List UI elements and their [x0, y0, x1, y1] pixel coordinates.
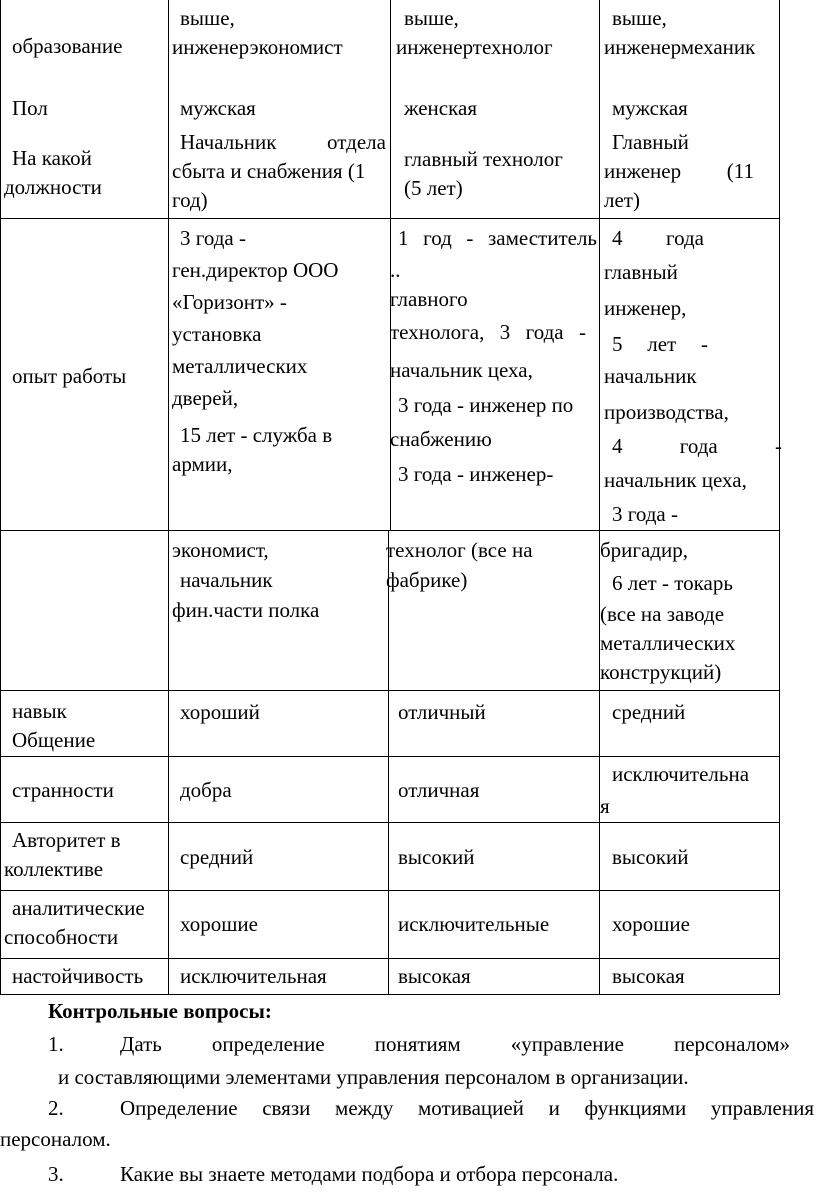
cell-text: 3 года - [612, 502, 678, 526]
cell-text: дверей, [172, 386, 239, 410]
cell-text: выше, [404, 6, 459, 30]
cell-text: металлических [172, 354, 308, 378]
cell-text: Начальник отдела [180, 130, 386, 154]
word: между [335, 1096, 394, 1120]
cell-text: выше, [612, 6, 667, 30]
cell-text: ген.директор ООО [172, 258, 339, 282]
cell-text: 4 года - [612, 434, 782, 458]
cell-text: 3 года - [180, 226, 246, 250]
grid-line [0, 530, 780, 531]
cell-text: 15 лет - служба в [180, 423, 333, 447]
word: связи [262, 1096, 311, 1120]
cell-text: исключительные [398, 912, 550, 936]
row-label-persistence: настойчивость [12, 964, 144, 988]
cell-text: Главный [612, 130, 689, 154]
cell-text: главный технолог [404, 147, 563, 171]
cell-text: фин.части полка [172, 598, 320, 622]
row-label-position: должности [4, 175, 102, 199]
row-label-communication: Общение [12, 728, 96, 752]
cell-text: начальник цеха, [390, 358, 533, 382]
cell-text: высокий [612, 845, 689, 869]
cell-text: средний [612, 700, 686, 724]
cell-text: отличный [398, 700, 486, 724]
cell-text: армии, [172, 452, 233, 476]
cell-text: инженерэкономист [172, 35, 343, 59]
cell-text: высокая [398, 964, 471, 988]
cell-text: металлических [600, 631, 736, 655]
question-line [120, 1094, 814, 1123]
grid-line [0, 218, 780, 219]
grid-line [0, 690, 780, 691]
cell-text: установка [172, 322, 262, 346]
cell-text: экономист, [172, 538, 269, 562]
row-label-education: образование [12, 34, 123, 58]
cell-text: женская [404, 96, 477, 120]
cell-text: технолог (все на [386, 538, 533, 562]
cell-text: сбыта и снабжения (1 [172, 159, 366, 183]
grid-line [779, 0, 780, 995]
cell-text: снабжению [390, 427, 492, 451]
grid-line [0, 822, 780, 823]
row-label-position: На какой [12, 146, 92, 170]
row-label-authority: Авторитет в [12, 828, 121, 852]
cell-text: технолога, 3 года - [390, 320, 586, 344]
word: Дать [120, 1032, 162, 1056]
cell-text: 3 года - инженер по [398, 393, 574, 417]
cell-text: 6 лет - токарь [612, 571, 733, 595]
cell-text: 3 года - инженер- [398, 462, 554, 486]
grid-line [388, 530, 389, 995]
question-number: 2. [48, 1096, 64, 1120]
grid-line [0, 756, 780, 757]
cell-text: «Горизонт» - [172, 290, 287, 314]
cell-text: хорошие [180, 912, 258, 936]
cell-text: конструкций) [600, 660, 722, 684]
word: понятиям [374, 1032, 461, 1056]
word: и [548, 1096, 560, 1120]
row-label-oddities: странности [12, 778, 114, 802]
question-line: Какие вы знаете методами подбора и отбора персонала. [120, 1162, 619, 1186]
grid-line [599, 0, 600, 995]
cell-text: начальник [180, 568, 273, 592]
cell-text: я [600, 794, 610, 818]
cell-text: мужская [180, 96, 256, 120]
cell-text: главного [390, 287, 468, 311]
cell-text: выше, [180, 6, 235, 30]
word: «управление [510, 1032, 624, 1056]
row-label-experience: опыт работы [12, 364, 127, 388]
cell-text: хорошие [612, 912, 690, 936]
row-label-gender: Пол [12, 96, 48, 120]
cell-text: хороший [180, 700, 260, 724]
word: определение [211, 1032, 325, 1056]
row-label-analytics: способности [4, 925, 119, 949]
question-number: 3. [48, 1162, 64, 1186]
cell-text: мужская [612, 96, 688, 120]
word: Определение [120, 1096, 238, 1120]
cell-text: инженер (11 [604, 159, 754, 183]
row-label-authority: коллективе [4, 857, 104, 881]
grid-line [0, 0, 1, 995]
cell-text: исключительна [612, 762, 750, 786]
cell-text: 5 лет - [612, 332, 708, 356]
cell-text: добра [180, 778, 232, 802]
question-line [120, 1030, 790, 1059]
cell-text: средний [180, 845, 254, 869]
cell-text: .. [390, 258, 401, 282]
questions-heading: Контрольные вопросы: [48, 999, 272, 1023]
cell-text: высокая [612, 964, 685, 988]
cell-text: фабрике) [386, 568, 468, 592]
cell-text: лет) [604, 188, 640, 212]
cell-text: инженер, [604, 296, 687, 320]
cell-text: высокий [398, 845, 475, 869]
question-line: персоналом. [0, 1127, 111, 1151]
cell-text: отличная [398, 778, 480, 802]
word: управления [710, 1096, 814, 1120]
cell-text: начальник цеха, [604, 468, 747, 492]
cell-text: (все на заводе [600, 602, 725, 626]
grid-line [0, 958, 780, 959]
cell-text: производства, [604, 400, 729, 424]
grid-line [168, 0, 169, 995]
cell-text: бригадир, [600, 538, 689, 562]
cell-text: инженермеханик [604, 35, 756, 59]
question-number: 1. [48, 1032, 64, 1056]
cell-text: инженертехнолог [396, 35, 553, 59]
cell-text: 4 года [612, 226, 704, 250]
grid-line [0, 890, 780, 891]
word: мотивацией [418, 1096, 524, 1120]
cell-text: (5 лет) [404, 176, 463, 200]
word: функциями [584, 1096, 687, 1120]
grid-line [0, 994, 780, 995]
cell-text: 1 год - заместитель [398, 226, 597, 250]
word: персоналом» [673, 1032, 790, 1056]
row-label-communication: навык [12, 699, 67, 723]
question-line: и составляющими элементами управления персоналом в организации. [58, 1065, 689, 1089]
cell-text: исключительная [180, 964, 327, 988]
cell-text: главный [604, 260, 678, 284]
row-label-analytics: аналитические [12, 896, 145, 920]
cell-text: год) [172, 188, 208, 212]
cell-text: начальник [604, 364, 697, 388]
